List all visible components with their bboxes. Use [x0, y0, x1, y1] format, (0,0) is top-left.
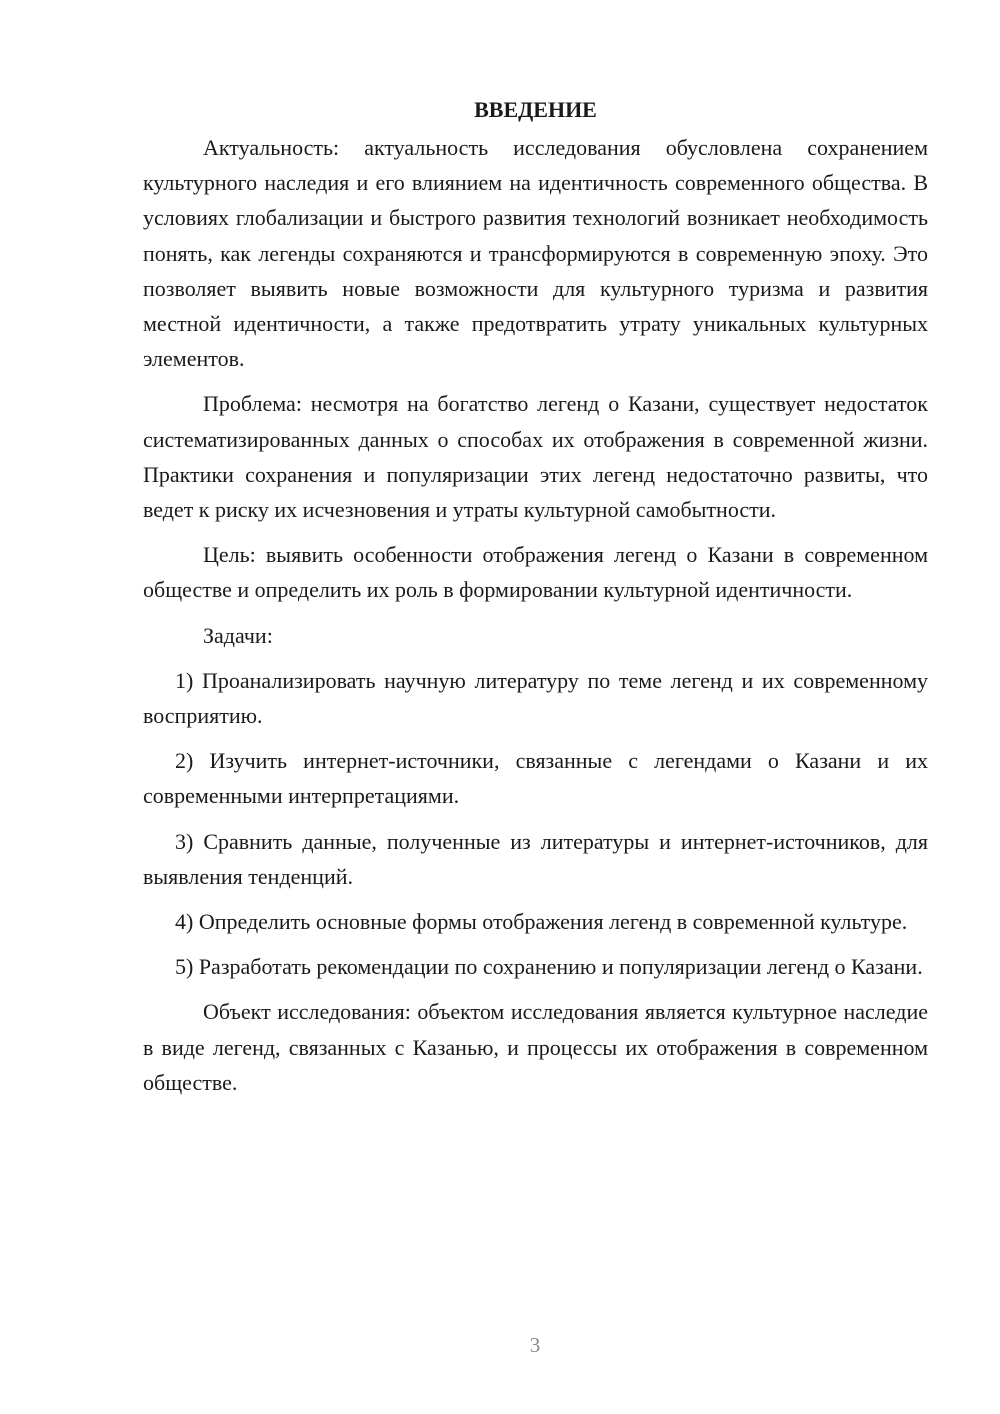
page-number: 3: [529, 1333, 541, 1357]
page-title: ВВЕДЕНИЕ: [474, 97, 597, 122]
problem-paragraph: Проблема: несмотря на богатство легенд о Казани, существует недостаток систематизированных данных о способах их отображения в современной жизни. Практики сохранения и популяризации этих легенд недостаточно развиты, что ведет к риску их исчезновения и утраты культурной самобытности.: [143, 391, 928, 523]
goal-paragraph: Цель: выявить особенности отображения легенд о Казани в современном обществе и определить их роль в формировании культурной идентичности.: [143, 542, 928, 603]
task-item: 3) Сравнить данные, полученные из литературы и интернет-источников, для выявления тенденций.: [143, 828, 928, 889]
task-item: 4) Определить основные формы отображения легенд в современной культуре.: [175, 909, 908, 935]
task-item: 2) Изучить интернет-источники, связанные с легендами о Казани и их современными интерпретациями.: [143, 748, 928, 809]
task-item: 1) Проанализировать научную литературу по теме легенд и их современному восприятию.: [143, 667, 928, 729]
object-paragraph: Объект исследования: объектом исследования является культурное наследие в виде легенд, связанных с Казанью, и процессы их отображения в современном обществе.: [143, 999, 928, 1095]
task-item: 5) Разработать рекомендации по сохранению и популяризации легенд о Казани.: [175, 954, 923, 980]
relevance-paragraph: Актуальность: актуальность исследования обусловлена сохранением культурного наследия и его влиянием на идентичность современного общества. В условиях глобализации и быстрого развития технологий возникает необходимость понять, как легенды сохраняются и трансформируются в современную эпоху. Это позволяет выявить новые возможности для культурного туризма и развития местной идентичности, а также предотвратить утрату уникальных культурных элементов.: [143, 135, 928, 372]
page-content: [143, 96, 928, 1110]
tasks-heading: Задачи:: [203, 622, 273, 648]
